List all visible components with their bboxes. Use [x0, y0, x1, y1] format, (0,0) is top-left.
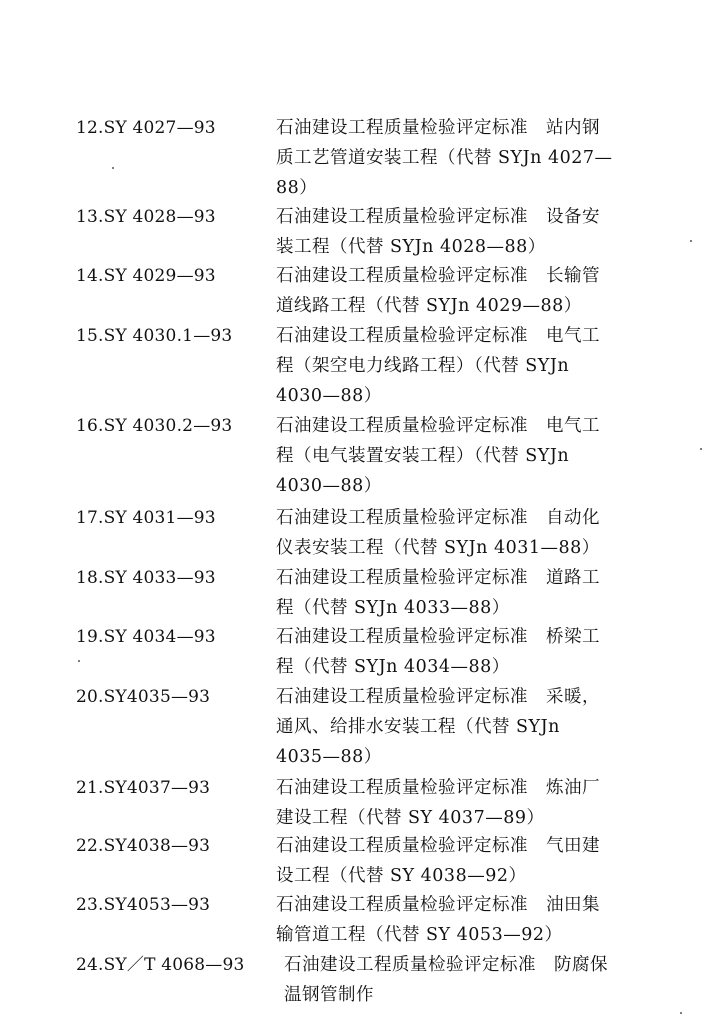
- description-line: 石油建设工程质量检验评定标准 炼油厂: [276, 778, 600, 798]
- standard-code: 17.SY 4031—93: [76, 508, 216, 528]
- description-line: 4030—88）: [276, 386, 382, 406]
- description-line: 4035—88）: [276, 747, 382, 767]
- scan-speck: [690, 240, 692, 242]
- standard-code: 16.SY 4030.2—93: [76, 416, 233, 436]
- description-line: 石油建设工程质量检验评定标准 道路工: [276, 568, 600, 588]
- standard-description: [276, 202, 668, 262]
- description-line: 石油建设工程质量检验评定标准 站内钢: [276, 118, 600, 138]
- standard-code: 13.SY 4028—93: [76, 207, 216, 227]
- standard-code: 15.SY 4030.1—93: [76, 326, 233, 346]
- standard-description: [276, 682, 668, 772]
- standard-description: [276, 321, 668, 411]
- standard-code: 24.SY／T 4068—93: [76, 955, 245, 975]
- standard-code: 22.SY4038—93: [76, 836, 211, 856]
- scan-speck: [680, 1012, 682, 1014]
- scan-speck: [112, 167, 114, 169]
- description-line: 石油建设工程质量检验评定标准 自动化: [276, 508, 600, 528]
- description-line: 输管道工程（代替 SY 4053—92）: [276, 925, 563, 945]
- description-line: 程（代替 SYJn 4033—88）: [276, 598, 510, 618]
- description-line: 仪表安装工程（代替 SYJn 4031—88）: [276, 538, 600, 558]
- description-line: 石油建设工程质量检验评定标准 设备安: [276, 207, 600, 227]
- standard-code: 23.SY4053—93: [76, 895, 211, 915]
- standard-code: 12.SY 4027—93: [76, 118, 216, 138]
- description-line: 石油建设工程质量检验评定标准 气田建: [276, 836, 600, 856]
- scan-speck: [78, 660, 80, 662]
- description-line: 设工程（代替 SY 4038—92）: [276, 866, 527, 886]
- description-line: 石油建设工程质量检验评定标准 采暖，: [276, 687, 600, 707]
- standard-description: [276, 890, 668, 950]
- description-line: 石油建设工程质量检验评定标准 防腐保: [284, 955, 608, 975]
- standard-description: [276, 622, 668, 682]
- standard-description: [276, 563, 668, 623]
- standard-description: [276, 261, 668, 321]
- standard-description: [276, 411, 668, 501]
- description-line: 石油建设工程质量检验评定标准 电气工: [276, 416, 600, 436]
- description-line: 质工艺管道安装工程（代替 SYJn 4027—: [276, 148, 613, 168]
- standard-description: [276, 773, 668, 833]
- description-line: 88）: [276, 178, 318, 198]
- standard-code: 14.SY 4029—93: [76, 266, 216, 286]
- description-line: 建设工程（代替 SY 4037—89）: [276, 808, 545, 828]
- description-line: 石油建设工程质量检验评定标准 桥梁工: [276, 627, 600, 647]
- description-line: 石油建设工程质量检验评定标准 长输管: [276, 266, 600, 286]
- description-line: 4030—88）: [276, 476, 382, 496]
- scan-speck: [700, 448, 702, 450]
- description-line: 装工程（代替 SYJn 4028—88）: [276, 237, 546, 257]
- description-line: 温钢管制作: [284, 985, 374, 1005]
- standard-code: 19.SY 4034—93: [76, 627, 216, 647]
- description-line: 石油建设工程质量检验评定标准 油田集: [276, 895, 600, 915]
- standard-code: 20.SY4035—93: [76, 687, 211, 707]
- standard-code: 21.SY4037—93: [76, 778, 211, 798]
- standard-code: 18.SY 4033—93: [76, 568, 216, 588]
- description-line: 石油建设工程质量检验评定标准 电气工: [276, 326, 600, 346]
- description-line: 程（架空电力线路工程）（代替 SYJn: [276, 356, 570, 376]
- standard-description: [276, 831, 668, 891]
- standard-description: [276, 503, 668, 563]
- description-line: 程（电气装置安装工程）（代替 SYJn: [276, 446, 570, 466]
- standard-description: [276, 113, 668, 203]
- standard-description: [284, 950, 676, 1010]
- description-line: 道线路工程（代替 SYJn 4029—88）: [276, 296, 582, 316]
- description-line: 通风、给排水安装工程（代替 SYJn: [276, 717, 560, 737]
- description-line: 程（代替 SYJn 4034—88）: [276, 657, 510, 677]
